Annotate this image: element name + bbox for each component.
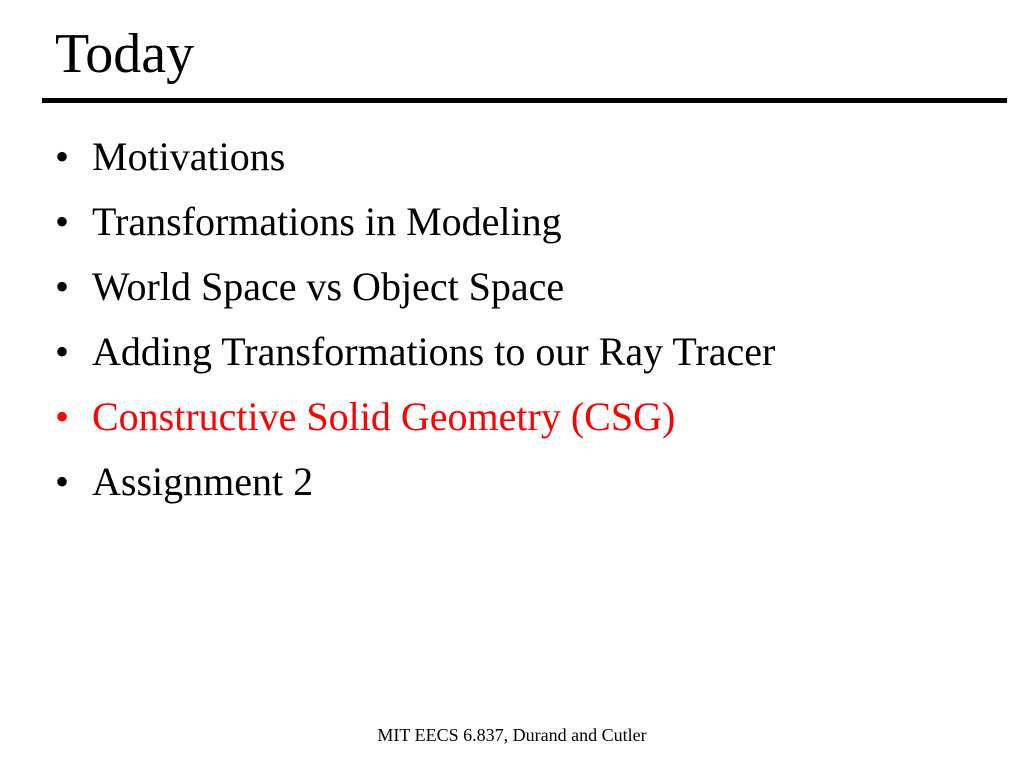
bullet-list [55,124,775,514]
bullet-item [55,189,775,254]
bullet-item [55,319,775,384]
bullet-text: Motivations [92,134,286,179]
bullet-icon: • [55,459,70,504]
bullet-text: Adding Transformations to our Ray Tracer [92,329,776,374]
bullet-icon: • [55,329,70,374]
slide-footer: MIT EECS 6.837, Durand and Cutler [377,725,647,745]
title-divider [42,98,1007,103]
bullet-item [55,124,775,189]
bullet-icon: • [55,199,70,244]
bullet-item [55,254,775,319]
bullet-text: Assignment 2 [92,459,314,504]
bullet-icon: • [55,134,70,179]
bullet-icon: • [55,394,70,439]
bullet-text: Transformations in Modeling [92,199,562,244]
bullet-text: Constructive Solid Geometry (CSG) [92,394,676,439]
bullet-item [55,449,775,514]
bullet-item-highlighted [55,384,775,449]
bullet-icon: • [55,264,70,309]
slide-title: Today [55,23,195,85]
bullet-text: World Space vs Object Space [92,264,565,309]
